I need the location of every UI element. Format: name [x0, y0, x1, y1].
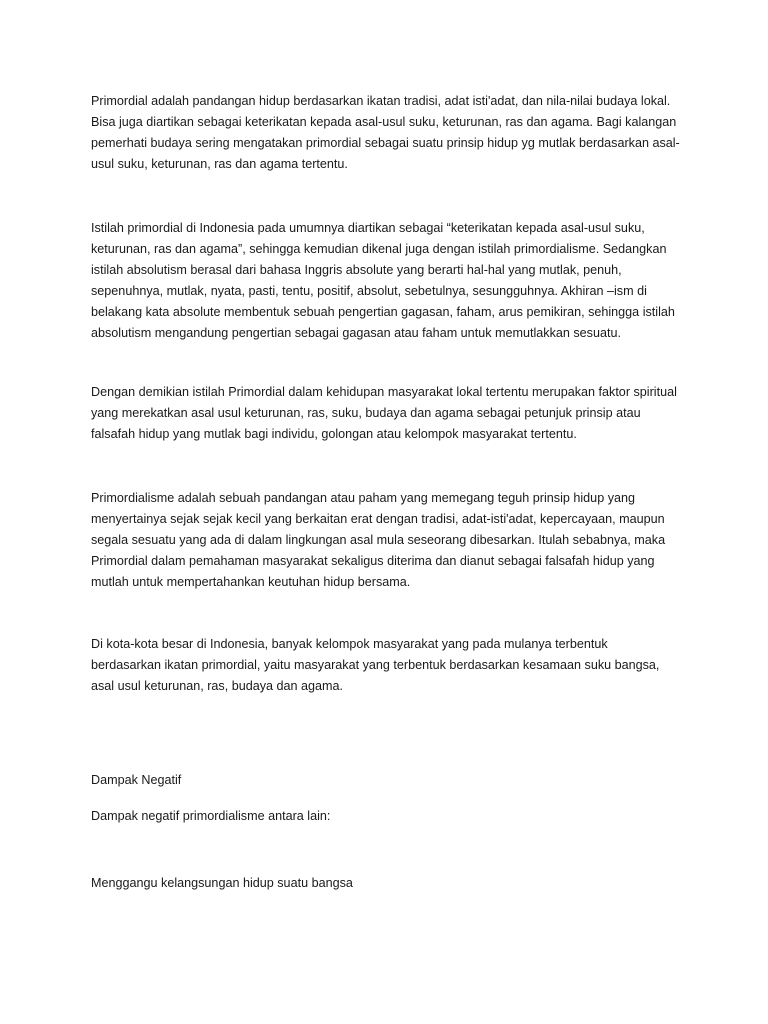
paragraph-dengan-demikian: Dengan demikian istilah Primordial dalam kehidupan masyarakat lokal tertentu merupakan faktor spiritual yang merekatkan asal usul keturunan, ras, suku, budaya dan agama sebagai petunjuk prinsip atau falsafah hidup yang mutlak bagi individu, golongan atau kelompok masyarakat tertentu.: [91, 385, 677, 441]
list-item-dampak-1: Menggangu kelangsungan hidup suatu bangsa: [91, 876, 353, 890]
heading-dampak-negatif: Dampak Negatif: [91, 773, 182, 787]
paragraph-istilah-primordial: Istilah primordial di Indonesia pada umumnya diartikan sebagai “keterikatan kepada asal-usul suku, keturunan, ras dan agama”, sehingga kemudian dikenal juga dengan istilah primordialisme. Sedangkan istilah absolutism berasal dari bahasa Inggris absolute yang berarti hal-hal yang mutlak, penuh, sepenuhnya, mutlak, nyata, pasti, tentu, positif, absolut, sebetulnya, sesungguhnya. Akhiran –ism di belakang kata absolute membentuk sebuah pengertian gagasan, faham, arus pemikiran, sehingga istilah absolutism mengandung pengertian sebagai gagasan atau faham untuk memutlakkan sesuatu.: [91, 221, 675, 340]
paragraph-primordial-definition: Primordial adalah pandangan hidup berdasarkan ikatan tradisi, adat isti'adat, dan nila-nilai budaya lokal. Bisa juga diartikan sebagai keterikatan kepada asal-usul suku, keturunan, ras dan agama. Bagi kalangan pemerhati budaya sering mengatakan primordial sebagai suatu prinsip hidup yg mutlak berdasarkan asal-usul suku, keturunan, ras dan agama tertentu.: [91, 94, 680, 171]
paragraph-kota-kota-besar: Di kota-kota besar di Indonesia, banyak kelompok masyarakat yang pada mulanya terbentuk berdasarkan ikatan primordial, yaitu masyarakat yang terbentuk berdasarkan kesamaan suku bangsa, asal usul keturunan, ras, budaya dan agama.: [91, 637, 660, 693]
paragraph-dampak-intro: Dampak negatif primordialisme antara lain:: [91, 809, 331, 823]
paragraph-primordialisme: Primordialisme adalah sebuah pandangan atau paham yang memegang teguh prinsip hidup yang menyertainya sejak sejak kecil yang berkaitan erat dengan tradisi, adat-isti'adat, kepercayaan, maupun segala sesuatu yang ada di dalam lingkungan asal mula seseorang dibesarkan. Itulah sebabnya, maka Primordial dalam pemahaman masyarakat sekaligus diterima dan dianut sebagai falsafah hidup yang mutlah untuk mempertahankan keutuhan hidup bersama.: [91, 491, 666, 589]
